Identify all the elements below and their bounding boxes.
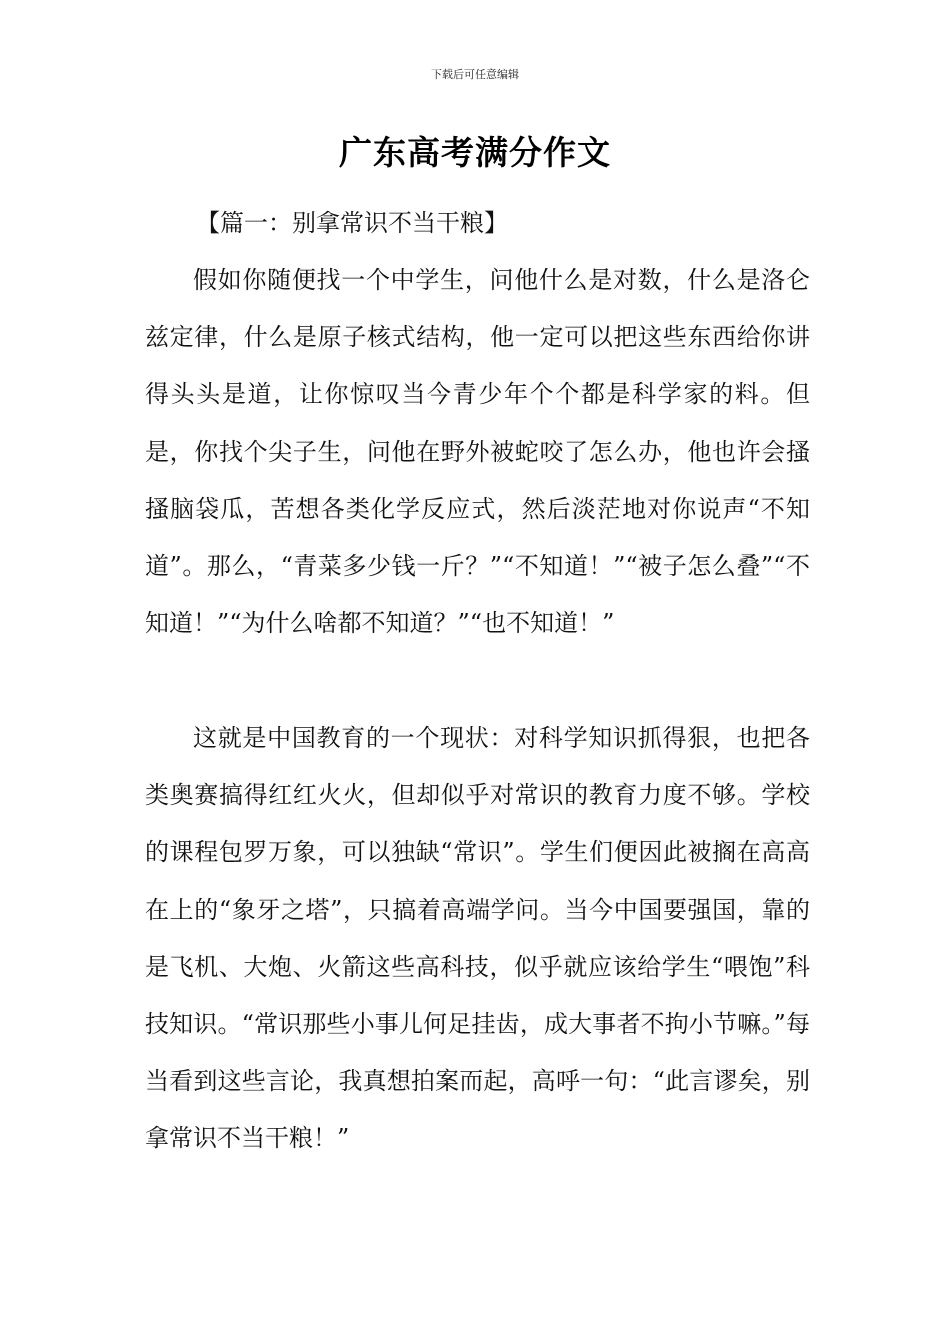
section-title: 【篇一：别拿常识不当干粮】 xyxy=(196,209,508,237)
document-title: 广东高考满分作文 xyxy=(339,133,611,172)
body-paragraph-2: 这就是中国教育的一个现状：对科学知识抓得狠，也把各类奥赛搞得红红火火，但却似乎对常识的教育力度不够。学校的课程包罗万象，可以独缺“常识”。学生们便因此被搁在高高在上的“象牙之塔”，只搞着高端学问。当今中国要强国，靠的是飞机、大炮、火箭这些高科技，似乎就应该给学生“喂饱”科技知识。“常识那些小事儿何足挂齿，成大事者不拘小节嘛。”每当看到这些言论，我真想拍案而起，高呼一句：“此言谬矣，别拿常识不当干粮！” xyxy=(145,724,810,1153)
header-note: 下载后可任意编辑 xyxy=(431,68,519,81)
body-paragraph-1: 假如你随便找一个中学生，问他什么是对数，什么是洛仑兹定律，什么是原子核式结构，他一定可以把这些东西给你讲得头头是道，让你惊叹当今青少年个个都是科学家的料。但是，你找个尖子生，问他在野外被蛇咬了怎么办，他也许会搔搔脑袋瓜，苦想各类化学反应式，然后淡茫地对你说声“不知道”。那么，“青菜多少钱一斤？”“不知道！”“被子怎么叠”“不知道！”“为什么啥都不知道？”“也不知道！” xyxy=(145,266,810,638)
